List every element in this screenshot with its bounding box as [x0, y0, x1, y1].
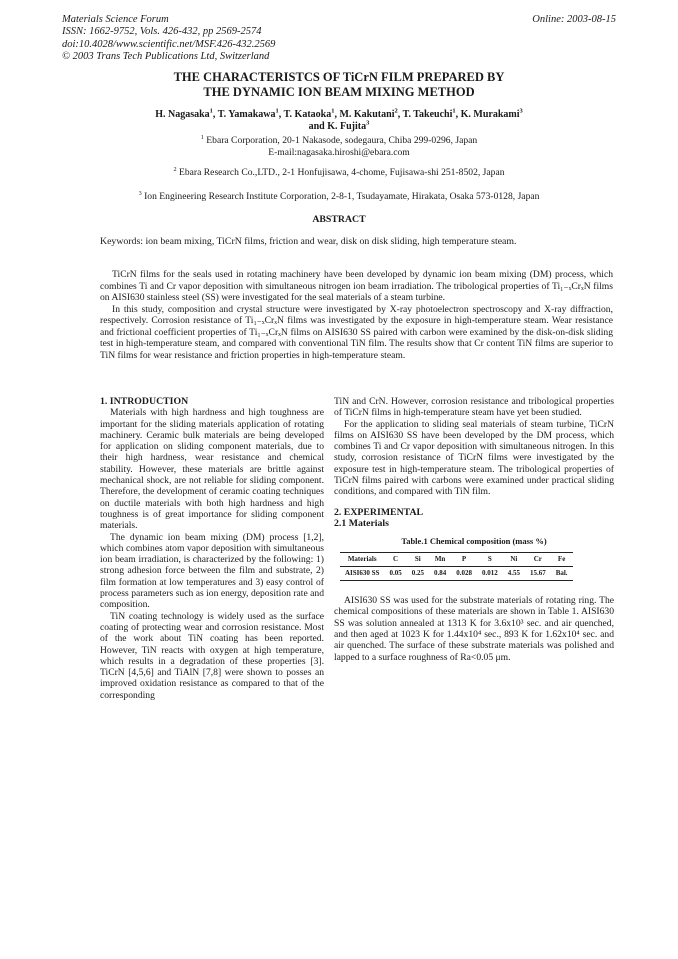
table-header-row: Materials C Si Mn P S Ni Cr Fe: [340, 552, 573, 566]
left-column: [100, 396, 324, 701]
body-paragraph: For the application to sliding seal materials of steam turbine, TiCrN films on AISI630 SS have been developed by the DM process, which combines Ti and Cr vapor deposition with simultaneous nitrogen. In this study, corrosion resistance of TiCrN films were investigated by the exposure test in high-temperature steam. The tribological properties of TiCrN films paired with carbons were examined under practical sliding conditions, and compared with TiN film.: [334, 418, 614, 498]
section-heading-experimental: 2. EXPERIMENTAL: [334, 506, 424, 518]
table-caption: Table.1 Chemical composition (mass %): [401, 536, 547, 547]
abstract-body: [100, 269, 613, 361]
section-heading-introduction: 1. INTRODUCTION: [100, 396, 189, 407]
affiliation-2: $^2$ Ebara Research Co.,LTD., 2-1 Honfujisawa, 4-chome, Fujisawa-shi 251-8502, Japan: [173, 165, 505, 178]
body-paragraph: Materials with high hardness and high toughness are important for the sliding materials application of rotating machinery. Ceramic bulk materials are being developed for application on sliding component materials, due to their high hardness, wear resistance and chemical stability. However, these materials are brittle against mechanical shock, are not reliable for sliding component. Therefore, the development of ceramic coating techniques on ductile materials with both high hardness and high toughness is of great importance for sliding component materials.: [100, 407, 324, 532]
author: K. Murakami: [460, 109, 520, 120]
author: M. Kakutani: [339, 109, 395, 120]
author: T. Yamakawa: [217, 109, 276, 120]
affiliation-1: $^1$ Ebara Corporation, 20-1 Nakasode, sodegaura, Chiba 299-0296, Japan E-mail:nagasaka.hiroshi@ebara.com: [0, 135, 678, 159]
subsection-heading-materials: 2.1 Materials: [334, 517, 389, 529]
author: T. Takeuchi: [402, 109, 453, 120]
author-list: H. Nagasaka$^1$, T. Yamakawa$^1$, T. Kataoka$^1$, M. Kakutani$^2$, T. Takeuchi$^1$, K. Murakami$^3$ and K. Fujita$^3$: [155, 107, 523, 132]
body-paragraph: TiN coating technology is widely used as the surface coating of protecting wear and corrosion resistance. Most of the work about TiN coating has been reported. However, TiN reacts with oxygen at high temperature, which results in a degradation of these properties [3]. TiCrN [4,5,6] and TiAlN [7,8] were shown to posses an improved oxidation resistance as compared to that of the corresponding: [100, 610, 324, 701]
issn-line: ISSN: 1662-9752, Vols. 426-432, pp 2569-2574: [62, 26, 262, 38]
title-line-2: THE DYNAMIC ION BEAM MIXING METHOD: [203, 85, 475, 99]
affiliation-3: $^3$ Ion Engineering Research Institute Corporation, 2-8-1, Tsudayamate, Hirakata, Osaka 573-0128, Japan: [138, 189, 540, 202]
online-date: Online: 2003-08-15: [532, 14, 616, 25]
right-column: [334, 396, 614, 663]
paper-title: [0, 70, 678, 100]
body-paragraph: The dynamic ion beam mixing (DM) process [1,2], which combines atom vapor deposition with simultaneous ion beam irradiation, is characterized by the following: 1) strong adhesion force between the film and substrate, 2) film formation at low temperatures and 3) easy control of process parameters such as ion energy, deposition rate and composition.: [100, 531, 324, 611]
author: H. Nagasaka: [155, 109, 210, 120]
doi-line: doi:10.4028/www.scientific.net/MSF.426-432.2569: [62, 38, 276, 50]
abstract-paragraph: TiCrN films for the seals used in rotating machinery have been developed by dynamic ion beam mixing (DM) process, which combines Ti and Cr vapor deposition with simultaneous nitrogen ion beam irradiation. The tribological properties of Ti₁₋ₓCrₓN films on AISI630 stainless steel (SS) were investigated for the seal materials of a steam turbine.: [100, 269, 613, 303]
abstract-paragraph: In this study, composition and crystal structure were investigated by X-ray photoelectron spectroscopy and X-ray diffraction, respectively. Corrosion resistance of Ti₁₋ₓCrₓN films was investigated by the exposure in high-temperature steam. Wear resistance and frictional coefficient properties of Ti₁₋ₓCrₓN films on AISI630 SS paired with carbon were examined by the disk-on-disk sliding test in high-temperature steam, and compared with conventional TiN film. The results show that Cr content TiN films are superior to TiN films for wear resistance and friction properties in high-temperature steam.: [100, 303, 613, 361]
author-email: E-mail:nagasaka.hiroshi@ebara.com: [268, 147, 410, 158]
title-line-1: THE CHARACTERISTCS OF TiCrN FILM PREPARED BY: [173, 70, 505, 84]
abstract-heading: ABSTRACT: [312, 214, 366, 225]
body-paragraph: TiN and CrN. However, corrosion resistance and tribological properties of TiCrN films in high-temperature steam have yet been studied.: [334, 396, 614, 419]
author: T. Kataoka: [283, 109, 332, 120]
journal-header: [62, 14, 275, 64]
table-row: AISI630 SS 0.05 0.25 0.84 0.028 0.012 4.55 15.67 Bal.: [340, 566, 573, 580]
journal-name: Materials Science Forum: [62, 14, 169, 25]
keywords: Keywords: ion beam mixing, TiCrN films, friction and wear, disk on disk sliding, high temperature steam.: [100, 236, 517, 247]
copyright-line: © 2003 Trans Tech Publications Ltd, Switzerland: [62, 51, 270, 63]
body-paragraph: AISI630 SS was used for the substrate materials of rotating ring. The chemical compositions of these materials are shown in Table 1. AISI630 SS was solution annealed at 1313 K for 3.6x10³ sec. and air quenched, and then aged at 1023 K for 1.44x10⁴ sec., 893 K for 1.62x10⁴ sec. and air quenched. The surface of these substrate materials was polished and lapped to a surface roughness of Ra<0.05 μm.: [334, 595, 614, 663]
author: and K. Fujita: [308, 120, 367, 132]
chemical-composition-table: [340, 552, 573, 582]
